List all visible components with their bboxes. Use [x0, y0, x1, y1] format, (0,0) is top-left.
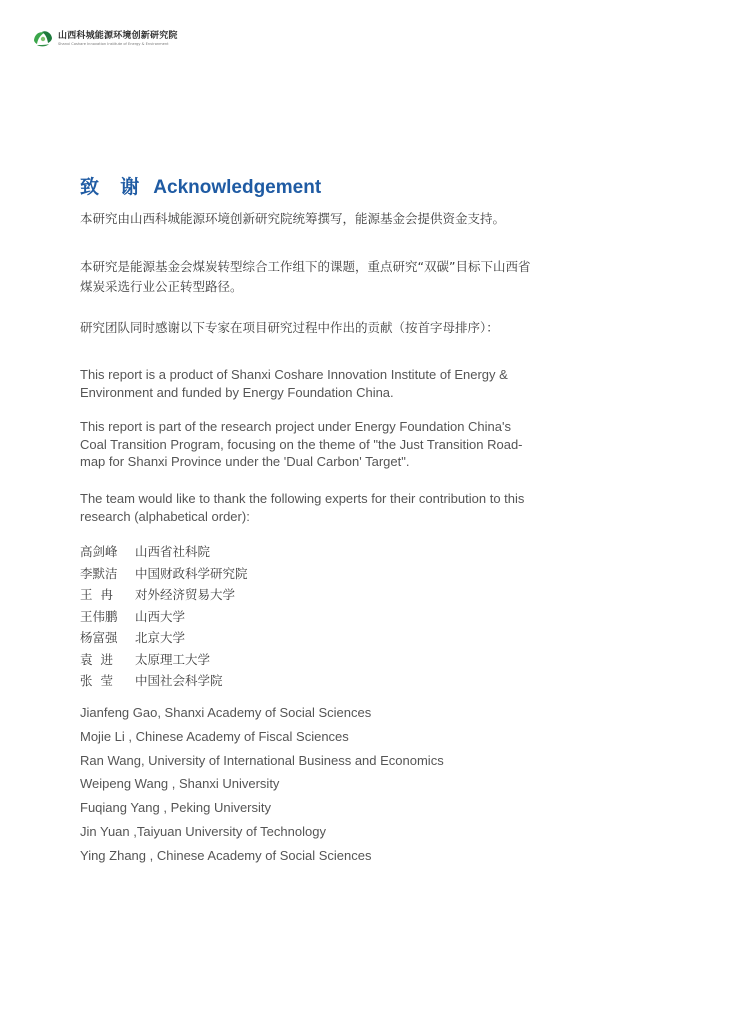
list-item: [80, 670, 248, 692]
expert-org: 山西省社科院: [135, 544, 211, 559]
list-item: Jin Yuan ,Taiyuan University of Technology: [80, 823, 326, 839]
institute-name-en: Shanxi Coshare Innovation Institute of Energy & Environment: [58, 42, 169, 46]
expert-name: 高剑峰: [80, 544, 118, 559]
list-item: [80, 563, 248, 585]
page-title-en: Acknowledgement: [153, 177, 322, 198]
institute-name-cn: 山西科城能源环境创新研究院: [58, 31, 178, 41]
expert-name: 袁 进: [80, 651, 113, 667]
funding-paragraph-cn: 本研究由山西科城能源环境创新研究院统筹撰写，能源基金会提供资金支持。: [80, 211, 506, 226]
list-item: Jianfeng Gao, Shanxi Academy of Social Sciences: [80, 705, 372, 720]
experts-list-cn: [80, 541, 248, 692]
project-paragraph-cn: 本研究是能源基金会煤炭转型综合工作组下的课题，重点研究“双碳”目标下山西省煤炭采选行业公正转型路径。: [80, 259, 531, 294]
expert-org: 山西大学: [135, 608, 186, 624]
experts-list-en: [80, 701, 444, 868]
list-item: [80, 627, 248, 649]
list-item: Fuqiang Yang , Peking University: [80, 800, 272, 816]
list-item: [80, 649, 248, 671]
expert-org: 太原理工大学: [135, 651, 211, 667]
list-item: [80, 584, 248, 606]
list-item: [80, 541, 248, 563]
header: [31, 27, 178, 51]
expert-name: 王 冉: [80, 587, 113, 602]
expert-org: 中国社会科学院: [135, 673, 223, 688]
expert-name: 张 莹: [80, 673, 113, 688]
list-item: Ying Zhang , Chinese Academy of Social Sciences: [80, 847, 372, 863]
thanks-paragraph-cn: 研究团队同时感谢以下专家在项目研究过程中作出的贡献（按首字母排序）：: [80, 320, 499, 335]
list-item: [80, 606, 248, 628]
expert-name: 李默洁: [80, 565, 118, 581]
expert-org: 对外经济贸易大学: [135, 587, 236, 602]
expert-name: 王伟鹏: [80, 608, 118, 624]
list-item: Mojie Li , Chinese Academy of Fiscal Sciences: [80, 728, 349, 744]
project-paragraph-en: This report is part of the research project under Energy Foundation China's Coal Transition Program, focusing on the theme of "the Just Transition Road-map for Shanxi Province under the 'Dual Carbon' Target".: [80, 419, 523, 469]
list-item: Weipeng Wang , Shanxi University: [80, 776, 280, 792]
page-title-cn: 致 谢: [80, 177, 148, 198]
funding-paragraph-en: This report is a product of Shanxi Coshare Innovation Institute of Energy & Environment and funded by Energy Foundation China.: [80, 367, 508, 400]
expert-name: 杨富强: [80, 630, 118, 645]
expert-org: 中国财政科学研究院: [135, 565, 248, 581]
thanks-paragraph-en: The team would like to thank the following experts for their contribution to this research (alphabetical order):: [80, 491, 525, 524]
expert-org: 北京大学: [135, 630, 186, 645]
page-title: [80, 172, 321, 199]
leaf-logo-icon: [31, 27, 55, 51]
list-item: Ran Wang, University of International Business and Economics: [80, 752, 444, 768]
